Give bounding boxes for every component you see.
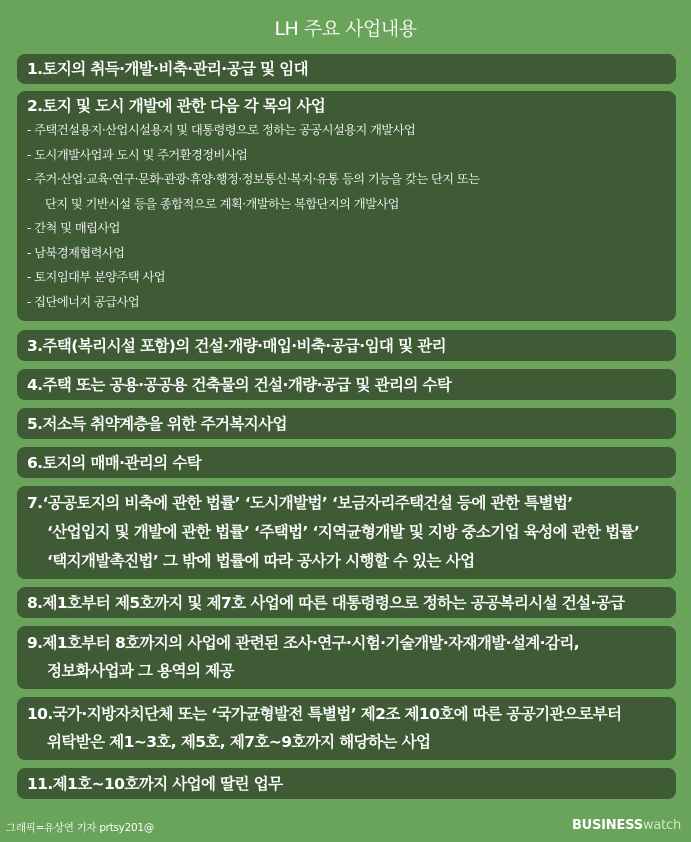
item-text: 6.토지의 매매·관리의 수탁 [27,454,202,472]
item-subtext: 단지 및 기반시설 등을 종합적으로 계획·개발하는 복합단지의 개발사업 [45,196,399,211]
graphic-credit: 그래픽=유상연 기자 prtsy201@ [6,822,154,834]
item-text: 11.제1호~10호까지 사업에 딸린 업무 [27,775,283,793]
list-item [17,447,676,478]
list-item [17,91,676,321]
item-text: 8.제1호부터 제5호까지 및 제7호 사업에 따른 대통령령으로 정하는 공공복리시설 건설·공급 [27,594,625,612]
item-text: 10.국가·지방자치단체 또는 ‘국가균형발전 특별법’ 제2조 제10호에 따른 공공기관으로부터 [27,705,622,723]
item-subtext: - 간척 및 매립사업 [27,221,120,235]
list-item [17,330,676,361]
item-text: 2.토지 및 도시 개발에 관한 다음 각 목의 사업 [27,97,326,115]
item-subtext: - 남북경제협력사업 [27,245,125,260]
item-text: 정보화사업과 그 용역의 제공 [47,662,234,680]
list-item [17,54,676,84]
list-item [17,408,676,439]
list-item [17,486,676,579]
item-subtext: - 주택건설용지·산업시설용지 및 대통령령으로 정하는 공공시설용지 개발사업 [27,123,416,137]
item-subtext: - 토지임대부 분양주택 사업 [27,270,166,284]
item-text: 4.주택 또는 공용·공공용 건축물의 건설·개량·공급 및 관리의 수탁 [27,376,452,394]
item-text: ‘산업입지 및 개발에 관한 법률’ ‘주택법’ ‘지역균형개발 및 지방 중소기업 육성에 관한 법률’ [47,523,640,541]
item-subtext: - 집단에너지 공급사업 [27,294,140,309]
item-text: 3.주택(복리시설 포함)의 건설·개량·매입·비축·공급·임대 및 관리 [27,337,447,355]
item-text: ‘택지개발촉진법’ 그 밖에 법률에 따라 공사가 시행할 수 있는 사업 [47,552,475,570]
item-text: 9.제1호부터 8호까지의 사업에 관련된 조사·연구·시험·기술개발·자재개발·설계·감리, [27,634,579,652]
brand-main: BUSINESS [571,818,643,833]
brand-logo [572,818,681,833]
brand-sub: watch [642,818,681,833]
list-item [17,626,676,689]
item-text: 7.‘공공토지의 비축에 관한 법률’ ‘도시개발법’ ‘보금자리주택건설 등에 관한 특별법’ [27,494,573,512]
list-item [17,369,676,400]
item-text: 5.저소득 취약계층을 위한 주거복지사업 [27,415,287,433]
item-text: 1.토지의 취득·개발·비축·관리·공급 및 임대 [27,60,308,78]
list-item [17,768,676,799]
list-item [17,697,676,760]
item-subtext: - 도시개발사업과 도시 및 주거환경정비사업 [27,147,248,162]
page-title: LH 주요 사업내용 [274,18,417,40]
list-item [17,587,676,618]
item-text: 위탁받은 제1~3호, 제5호, 제7호~9호까지 해당하는 사업 [47,733,431,751]
item-subtext: - 주거·산업·교육·연구·문화·관광·휴양·행정·정보통신·복지·유통 등의 기능을 갖는 단지 또는 [27,172,480,186]
